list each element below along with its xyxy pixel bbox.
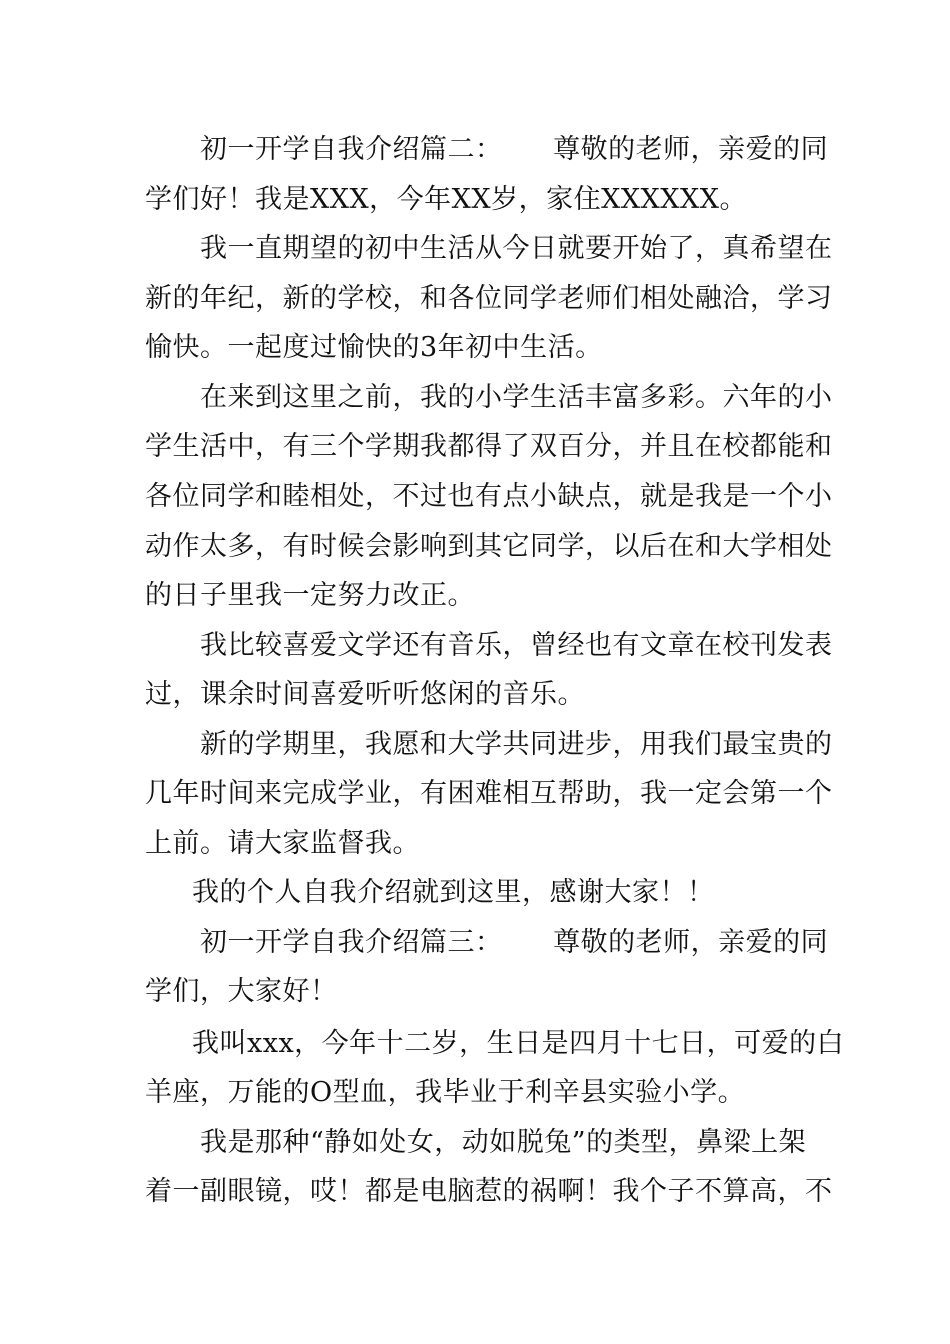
text-line: 新的年纪，新的学校，和各位同学老师们相处融洽，学习	[145, 283, 833, 314]
text-line: 我一直期望的初中生活从今日就要开始了，真希望在	[200, 233, 833, 264]
text-line: 几年时间来完成学业，有困难相互帮助，我一定会第一个	[145, 778, 833, 809]
text-line: 初一开学自我介绍篇二： 尊敬的老师，亲爱的同	[200, 134, 829, 165]
text-line: 我比较喜爱文学还有音乐，曾经也有文章在校刊发表	[200, 630, 833, 661]
text-line: 学们，大家好！	[145, 976, 338, 1007]
text-line: 上前。请大家监督我。	[145, 828, 420, 859]
text-line: 在来到这里之前，我的小学生活丰富多彩。六年的小	[200, 382, 833, 413]
text-line: 我叫xxx，今年十二岁，生日是四月十七日，可爱的白	[192, 1028, 845, 1059]
text-line: 动作太多，有时候会影响到其它同学，以后在和大学相处	[145, 531, 833, 562]
text-line: 过，课余时间喜爱听听悠闲的音乐。	[145, 679, 585, 710]
text-line: 羊座，万能的O型血，我毕业于利辛县实验小学。	[145, 1077, 746, 1108]
text-line: 学生活中，有三个学期我都得了双百分，并且在校都能和	[145, 431, 833, 462]
text-line: 我的个人自我介绍就到这里，感谢大家！！	[192, 877, 715, 908]
text-line: 学们好！我是XXX，今年XX岁，家住XXXXXX。	[145, 184, 747, 215]
text-line: 的日子里我一定努力改正。	[145, 580, 475, 611]
text-line: 愉快。一起度过愉快的3年初中生活。	[145, 332, 603, 363]
text-line: 着一副眼镜，哎！都是电脑惹的祸啊！我个子不算高，不	[145, 1176, 833, 1207]
text-line: 各位同学和睦相处，不过也有点小缺点，就是我是一个小	[145, 481, 833, 512]
text-line: 我是那种“静如处女，动如脱兔”的类型，鼻梁上架	[200, 1127, 807, 1158]
text-line: 初一开学自我介绍篇三： 尊敬的老师，亲爱的同	[200, 927, 829, 958]
text-line: 新的学期里，我愿和大学共同进步，用我们最宝贵的	[200, 729, 833, 760]
